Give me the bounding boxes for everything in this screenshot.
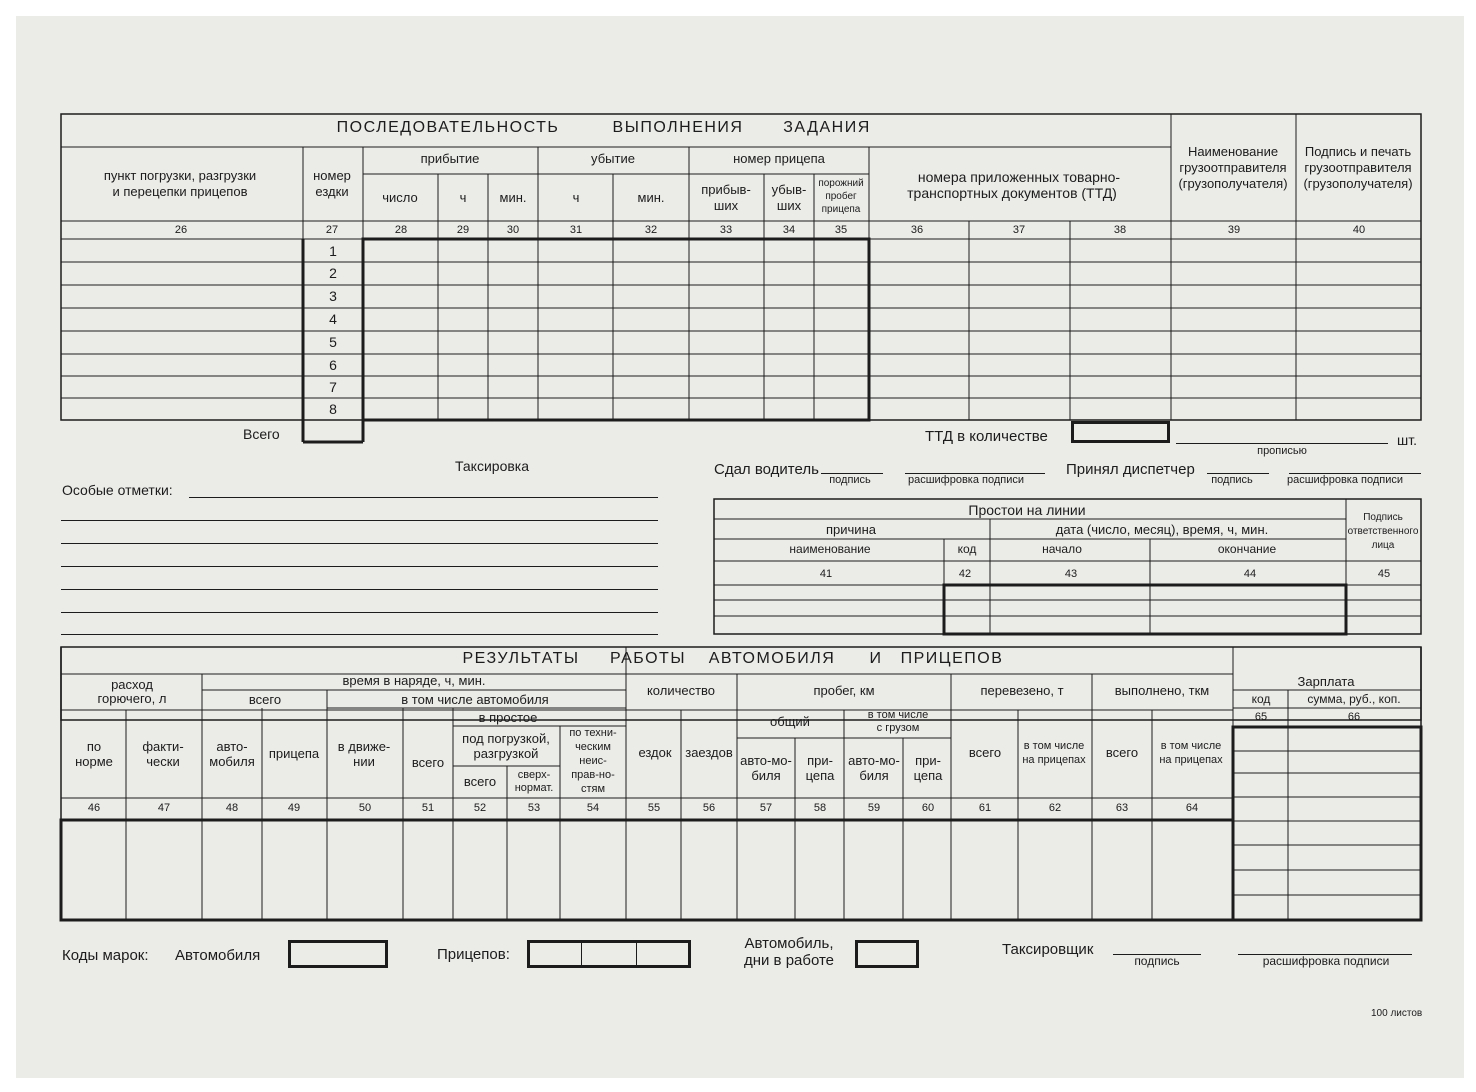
h-hour-2: ч [572, 190, 580, 205]
h-departed-2: ших [776, 198, 802, 213]
top-col-number-28: 28 [394, 224, 408, 236]
r-tech-2: ческим [575, 741, 611, 753]
h-arrival: прибытие [420, 151, 480, 166]
taxation-label: Таксировка [454, 458, 530, 474]
days-in-work-field[interactable] [855, 940, 919, 968]
results-col-number-58: 58 [813, 802, 827, 814]
results-col-number-62: 62 [1048, 802, 1062, 814]
dt-col-42: 42 [958, 568, 972, 580]
results-col-number-53: 53 [527, 802, 541, 814]
results-title-word-4: И [869, 650, 883, 667]
r-idle: в простое [478, 710, 538, 725]
downtime-sign-3: лица [1371, 540, 1395, 551]
dt-col-41: 41 [819, 568, 833, 580]
r-vehicle-2: мобиля [209, 754, 255, 769]
h-min-2: мин. [637, 190, 665, 205]
taxer-signature-caption: подпись [1134, 954, 1180, 968]
top-col-number-30: 30 [506, 224, 520, 236]
h-empty-3: прицепа [821, 204, 861, 215]
r-auto-loaded-2: биля [859, 768, 889, 783]
special-marks-line-4[interactable] [61, 566, 658, 567]
r-done-incl-2: на прицепах [1159, 754, 1223, 766]
downtime-reason: причина [826, 522, 876, 537]
r-by-norm-1: по [86, 739, 102, 754]
ttd-in-words-line[interactable] [1176, 443, 1388, 444]
r-transported-incl-1: в том числе [1023, 740, 1085, 752]
ttd-count-field[interactable] [1071, 421, 1170, 443]
results-title-word-1: РЕЗУЛЬТАТЫ [462, 650, 580, 667]
r-done-total: всего [1105, 745, 1139, 760]
results-data-bold-box [61, 820, 1233, 920]
trip-row-number-7: 7 [329, 378, 337, 395]
r-loading-2: разгрузкой [473, 746, 539, 761]
dispatcher-signature-caption: подпись [1211, 474, 1253, 486]
days-label-1: Автомобиль, [744, 935, 834, 952]
ttd-label: ТТД в количестве [925, 428, 1048, 445]
results-col-number-59: 59 [867, 802, 881, 814]
trip-row-number-4: 4 [329, 310, 337, 327]
r-tech-3: неис- [579, 755, 607, 767]
h-hour: ч [459, 190, 467, 205]
r-quantity: количество [646, 683, 716, 698]
r-trailer: прицепа [268, 746, 320, 761]
downtime-code: код [957, 542, 977, 556]
h-point-2: и перецепки прицепов [112, 184, 248, 199]
trip-row-number-8: 8 [329, 400, 337, 417]
top-col-number-40: 40 [1352, 224, 1366, 236]
trip-row-number-2: 2 [329, 264, 337, 281]
trailer-field-divider-1 [581, 943, 582, 965]
downtime-name: наименование [789, 542, 871, 556]
r-transported-total: всего [968, 745, 1002, 760]
h-departure: убытие [591, 151, 635, 166]
taxer-decode-caption: расшифровка подписи [1262, 954, 1390, 968]
h-docs-2: транспортных документов (ТТД) [907, 185, 1117, 201]
h-empty-2: пробег [825, 191, 857, 202]
r-mileage: пробег, км [813, 683, 875, 698]
r-salary-code: код [1251, 692, 1271, 706]
r-trailers-1: при- [807, 753, 833, 768]
r-loading-1: под погрузкой, [462, 731, 550, 746]
sheets-count: 100 листов [1371, 1008, 1423, 1019]
special-marks-label: Особые отметки: [62, 482, 173, 498]
h-docs-1: номера приложенных товарно- [917, 169, 1121, 185]
results-col-number-48: 48 [225, 802, 239, 814]
h-empty-1: порожний [818, 178, 864, 189]
r-in-motion-2: нии [353, 754, 375, 769]
results-col-number-56: 56 [702, 802, 716, 814]
trip-row-number-6: 6 [329, 356, 337, 373]
results-col-number-51: 51 [421, 802, 435, 814]
h-shipper-2: грузоотправителя [1179, 160, 1287, 175]
h-point-1: пункт погрузки, разгрузки [103, 168, 257, 183]
results-col-number-61: 61 [978, 802, 992, 814]
r-auto-1: авто-мо- [740, 753, 792, 768]
special-marks-line-6[interactable] [61, 612, 658, 613]
top-col-number-32: 32 [644, 224, 658, 236]
h-shipper-1: Наименование [1187, 144, 1279, 159]
results-col-number-50: 50 [358, 802, 372, 814]
r-trailers-loaded-2: цепа [913, 768, 943, 783]
h-trip-no-1: номер [313, 168, 351, 183]
downtime-bold-box [944, 585, 1346, 634]
downtime-end: окончание [1217, 542, 1277, 556]
vehicle-label: Автомобиля [175, 947, 261, 964]
h-departed-1: убыв- [771, 182, 807, 197]
downtime-sign-2: ответственного [1347, 526, 1419, 537]
downtime-start: начало [1042, 542, 1082, 556]
driver-handed-label: Сдал водитель [714, 461, 819, 478]
top-title-word-2: ВЫПОЛНЕНИЯ [612, 119, 744, 136]
r-salary-sum: сумма, руб., коп. [1307, 692, 1401, 706]
results-col-number-46: 46 [87, 802, 101, 814]
r-trailers-loaded-1: при- [915, 753, 941, 768]
r-done-incl-1: в том числе [1160, 740, 1222, 752]
r-vehicle-1: авто- [216, 739, 248, 754]
downtime-sign-1: Подпись [1363, 512, 1403, 523]
r-calls: заездов [685, 745, 733, 760]
r-idle-total: всего [411, 755, 445, 770]
days-label-2: дни в работе [743, 952, 835, 969]
r-done: выполнено, ткм [1114, 683, 1210, 698]
r-incl-vehicle: в том числе автомобиля [401, 692, 549, 707]
r-transported-incl-2: на прицепах [1022, 754, 1086, 766]
special-marks-line-3[interactable] [61, 543, 658, 544]
total-label: Всего [243, 426, 280, 442]
top-title-word-1: ПОСЛЕДОВАТЕЛЬНОСТЬ [336, 119, 560, 136]
results-col-number-52: 52 [473, 802, 487, 814]
h-arrived-1: прибыв- [701, 182, 751, 197]
dt-col-43: 43 [1064, 568, 1078, 580]
dispatcher-decode-caption: расшифровка подписи [1286, 474, 1404, 486]
r-fuel-2: горючего, л [97, 691, 167, 706]
pcs-label: шт. [1397, 432, 1417, 448]
results-col-number-55: 55 [647, 802, 661, 814]
trip-row-number-1: 1 [329, 242, 337, 259]
r-col-65: 65 [1254, 711, 1268, 723]
top-col-number-37: 37 [1012, 224, 1026, 236]
downtime-date: дата (число, месяц), время, ч, мин. [1055, 522, 1269, 537]
driver-decode-caption: расшифровка подписи [907, 474, 1025, 486]
trip-row-number-5: 5 [329, 333, 337, 350]
r-salary: Зарплата [1297, 674, 1355, 689]
results-col-number-54: 54 [586, 802, 600, 814]
r-by-norm-2: норме [75, 754, 113, 769]
r-tech-4: прав-но- [571, 769, 615, 781]
top-col-number-35: 35 [834, 224, 848, 236]
dt-col-45: 45 [1377, 568, 1391, 580]
trailers-label: Прицепов: [437, 946, 510, 963]
top-col-number-27: 27 [325, 224, 339, 236]
brand-codes-label: Коды марок: [62, 947, 149, 964]
r-incl-loaded-1: в том числе [867, 709, 929, 721]
results-col-number-64: 64 [1185, 802, 1199, 814]
trailer-brand-code-field[interactable] [527, 940, 691, 968]
r-actual-2: чески [146, 754, 180, 769]
top-col-number-31: 31 [569, 224, 583, 236]
special-marks-line-5[interactable] [61, 589, 658, 590]
r-auto-2: биля [751, 768, 781, 783]
results-title-word-3: АВТОМОБИЛЯ [708, 650, 836, 667]
r-col-66: 66 [1347, 711, 1361, 723]
h-trip-no-2: ездки [315, 184, 349, 199]
trip-row-number-3: 3 [329, 287, 337, 304]
h-sign-2: грузоотправителя [1304, 160, 1412, 175]
r-fuel-1: расход [111, 677, 153, 692]
downtime-title: Простои на линии [968, 502, 1086, 518]
top-data-bold-box [363, 239, 869, 420]
r-incl-loaded-2: с грузом [876, 722, 920, 734]
top-col-number-26: 26 [174, 224, 188, 236]
r-tech-1: по техни- [569, 727, 617, 739]
r-auto-loaded-1: авто-мо- [848, 753, 900, 768]
h-min: мин. [499, 190, 527, 205]
special-marks-line-7[interactable] [61, 634, 658, 635]
r-actual-1: факти- [142, 739, 184, 754]
taxer-label: Таксировщик [1002, 941, 1094, 958]
r-time-in-order: время в наряде, ч, мин. [342, 673, 486, 688]
vehicle-brand-code-field[interactable] [288, 940, 388, 968]
dispatcher-received-label: Принял диспетчер [1066, 461, 1195, 478]
results-col-number-47: 47 [157, 802, 171, 814]
driver-signature-caption: подпись [829, 474, 871, 486]
r-over-norm-1: сверх- [517, 769, 551, 781]
top-col-number-38: 38 [1113, 224, 1127, 236]
r-trips: ездок [638, 745, 672, 760]
top-col-number-29: 29 [456, 224, 470, 236]
r-transported: перевезено, т [980, 683, 1064, 698]
h-number: число [382, 190, 418, 205]
special-marks-line-1[interactable] [189, 497, 658, 498]
r-over-norm-2: нормат. [514, 782, 554, 794]
results-col-number-49: 49 [287, 802, 301, 814]
h-shipper-3: (грузополучателя) [1178, 176, 1288, 191]
r-total: всего [248, 692, 282, 707]
results-col-number-57: 57 [759, 802, 773, 814]
top-title-word-3: ЗАДАНИЯ [783, 119, 871, 136]
h-trailer-no: номер прицепа [733, 151, 825, 166]
top-col-number-34: 34 [782, 224, 796, 236]
h-arrived-2: ших [713, 198, 739, 213]
trailer-field-divider-2 [636, 943, 637, 965]
results-col-number-60: 60 [921, 802, 935, 814]
in-words-caption: прописью [1257, 445, 1307, 457]
salary-bold-box [1233, 727, 1421, 920]
results-title-word-2: РАБОТЫ [610, 650, 686, 667]
results-col-number-63: 63 [1115, 802, 1129, 814]
special-marks-line-2[interactable] [61, 520, 658, 521]
dt-col-44: 44 [1243, 568, 1257, 580]
h-sign-1: Подпись и печать [1304, 144, 1412, 159]
top-col-number-33: 33 [719, 224, 733, 236]
r-loading-total: всего [463, 774, 497, 789]
r-trailers-2: цепа [805, 768, 835, 783]
top-col-number-39: 39 [1227, 224, 1241, 236]
r-in-motion-1: в движе- [337, 739, 391, 754]
r-tech-5: стям [580, 783, 606, 795]
top-col-number-36: 36 [910, 224, 924, 236]
r-mileage-total: общий [770, 714, 810, 729]
results-title-word-5: ПРИЦЕПОВ [900, 650, 1004, 667]
h-sign-3: (грузополучателя) [1303, 176, 1413, 191]
